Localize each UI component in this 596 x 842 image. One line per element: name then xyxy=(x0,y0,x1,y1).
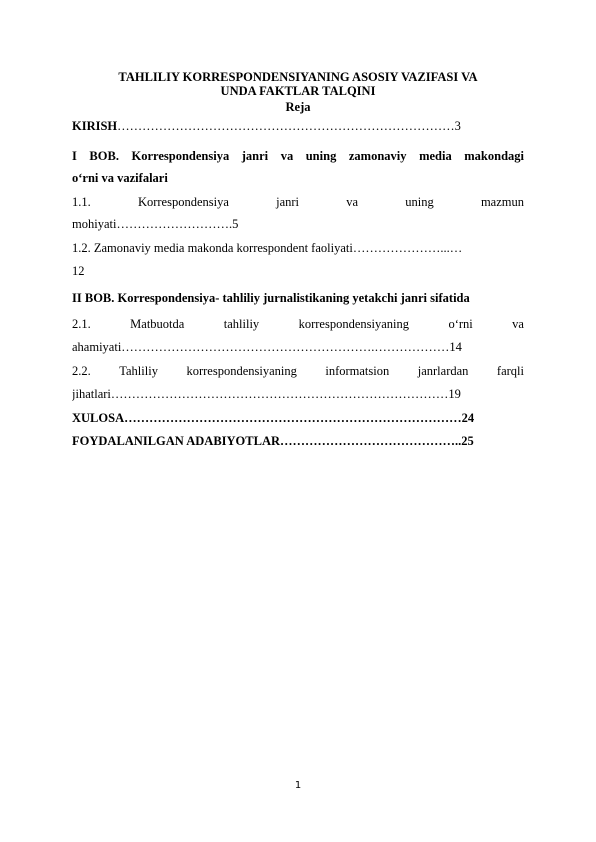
toc-word: va xyxy=(512,317,524,331)
toc-word: farqli xyxy=(496,364,524,378)
plan-heading: Reja xyxy=(285,100,311,114)
toc-word: o‘rni xyxy=(448,317,473,331)
toc-word: janri xyxy=(241,149,269,163)
toc-word: korrespondensiyaning xyxy=(186,364,297,378)
toc-section-2-1-line-1 xyxy=(72,316,524,332)
toc-kirish-label: KIRISH xyxy=(72,119,118,133)
toc-word: 2.1. xyxy=(72,317,91,331)
toc-word: janrlardan xyxy=(417,364,469,378)
toc-section-2-1-line-2: ahamiyati…………………………………………………….………………14 xyxy=(72,340,462,354)
toc-section-1-1-line-2: mohiyati……………………….5 xyxy=(72,217,239,231)
toc-section-2-2-line-1 xyxy=(72,363,524,379)
toc-chapter-2: II BOB. Korrespondensiya- tahliliy jurnalistikaning yetakchi janri sifatida xyxy=(72,291,470,305)
toc-word: informatsion xyxy=(325,364,390,378)
toc-kirish-text: KIRISH………………………………………………………………………3 xyxy=(72,119,461,133)
toc-word: 2.2. xyxy=(72,364,91,378)
toc-word: uning xyxy=(405,195,434,209)
toc-word: janri xyxy=(276,195,300,209)
page-number: 1 xyxy=(294,780,302,791)
toc-word: Korrespondensiya xyxy=(137,195,229,209)
toc-word: tahliliy xyxy=(223,317,260,331)
toc-entry-kirish xyxy=(72,118,524,134)
toc-word: va xyxy=(280,149,294,163)
toc-word: Matbuotda xyxy=(130,317,185,331)
toc-word: Tahliliy xyxy=(119,364,158,378)
toc-section-1-2-line-1: 1.2. Zamonaviy media makonda korrespondent faoliyati…………………...… xyxy=(72,241,463,255)
toc-word: I xyxy=(72,149,77,163)
toc-word: uning xyxy=(305,149,337,163)
toc-word: zamonaviy xyxy=(348,149,407,163)
toc-section-1-2-line-2: 12 xyxy=(72,264,85,278)
toc-word: 1.1. xyxy=(72,195,91,209)
toc-word: mazmun xyxy=(480,195,524,209)
toc-word: BOB. xyxy=(89,149,119,163)
document-title-line-2: UNDA FAKTLAR TALQINI xyxy=(220,84,376,98)
toc-entry-adabiyotlar: FOYDALANILGAN ADABIYOTLAR……………………………………..25 xyxy=(72,434,474,448)
toc-chapter-1-line-1 xyxy=(72,148,524,164)
document-title-line-1: TAHLILIY KORRESPONDENSIYANING ASOSIY VAZIFASI VA xyxy=(118,70,478,84)
toc-section-1-1-line-1 xyxy=(72,194,524,210)
toc-word: va xyxy=(346,195,359,209)
toc-word: Korrespondensiya xyxy=(131,149,230,163)
toc-entry-xulosa: XULOSA………………………………………………………………………24 xyxy=(72,411,475,425)
toc-word: korrespondensiyaning xyxy=(298,317,410,331)
toc-chapter-1-line-2: o‘rni va vazifalari xyxy=(72,171,168,185)
toc-word: makondagi xyxy=(464,149,524,163)
toc-section-2-2-line-2: jihatlari………………………………………………………………………19 xyxy=(72,387,461,401)
toc-word: media xyxy=(419,149,452,163)
